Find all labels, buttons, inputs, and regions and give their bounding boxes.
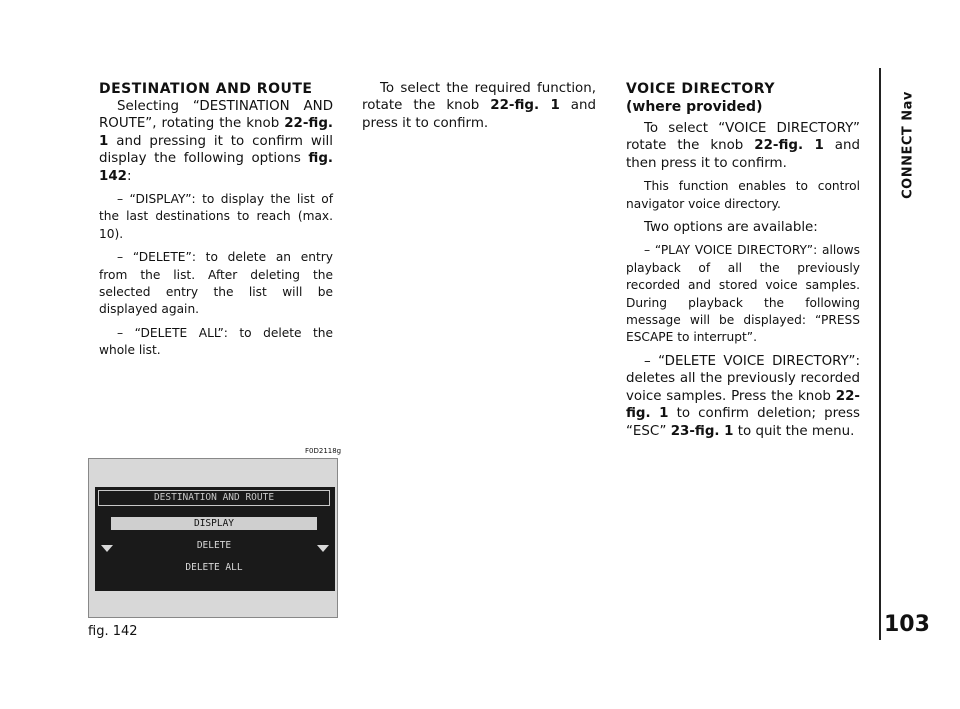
display-screen — [95, 487, 335, 591]
section-tab-label: CONNECT Nav — [900, 91, 916, 199]
scroll-down-arrow-icon — [317, 545, 329, 552]
page-number: 103 — [884, 612, 930, 637]
paragraph: To select “VOICE DIRECTORY” rotate the knob 22-fig. 1 and then press it to confirm. — [626, 121, 860, 171]
screen-title: DESTINATION AND ROUTE — [98, 490, 330, 506]
column-destination-route — [99, 80, 333, 366]
paragraph: This function enables to control navigator voice directory. — [626, 179, 860, 211]
menu-item-delete-all: DELETE ALL — [185, 562, 243, 573]
figure-caption: fig. 142 — [88, 624, 138, 639]
menu-item-delete: DELETE — [196, 540, 232, 551]
option-delete: – “DELETE”: to delete an entry from the list. After deleting the selected entry the list will be displayed again. — [99, 250, 333, 317]
option-delete-all: – “DELETE ALL”: to delete the whole list. — [99, 325, 333, 358]
section-heading: VOICE DIRECTORY — [626, 81, 775, 97]
column-voice-directory — [626, 80, 860, 446]
margin-divider — [879, 68, 881, 640]
figure-code: F0D2118g — [305, 447, 342, 455]
option-display: – “DISPLAY”: to display the list of the last destinations to reach (max. 10). — [99, 192, 333, 241]
scroll-down-arrow-icon — [101, 545, 113, 552]
paragraph: Two options are available: — [644, 220, 818, 236]
section-subheading: (where provided) — [626, 99, 763, 115]
figure-142 — [88, 458, 338, 618]
paragraph: To select the required function, rotate the knob 22-fig. 1 and press it to confirm. — [362, 81, 596, 131]
menu-item-display: DISPLAY — [111, 517, 317, 530]
section-heading: DESTINATION AND ROUTE — [99, 81, 313, 97]
section-tab — [888, 85, 928, 205]
column-select-function — [362, 80, 596, 138]
option-play-voice-directory: – “PLAY VOICE DIRECTORY”: allows playback of all the previously recorded and stored voice samples. During playback the following message will be displayed: “PRESS ESCAPE to interrupt”. — [626, 243, 860, 345]
paragraph: Selecting “DESTINATION AND ROUTE”, rotating the knob 22-fig. 1 and pressing it to confirm will display the following options fig. 142: — [99, 99, 333, 184]
option-delete-voice-directory: – “DELETE VOICE DIRECTORY”: deletes all the previously recorded voice samples. Press the knob 22-fig. 1 to confirm deletion; press “ESC” 23-fig. 1 to quit the menu. — [626, 353, 861, 439]
